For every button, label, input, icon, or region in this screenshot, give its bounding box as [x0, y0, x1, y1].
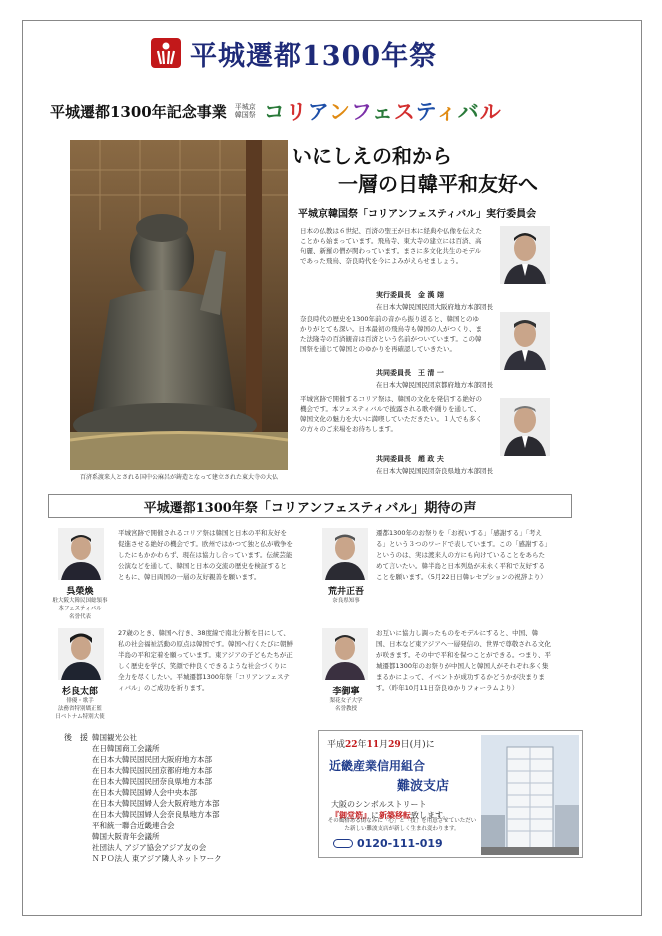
- buddha-statue-icon: [70, 140, 288, 470]
- logotype-char: コ: [263, 100, 286, 124]
- avatar: [58, 528, 104, 580]
- signature-org: 在日本大韓民国民団京都府地方本部団長: [376, 381, 493, 389]
- ad-date: 平成22年11月29日(月)に: [327, 740, 435, 750]
- main-title-text: 平城遷都1300年祭: [190, 40, 438, 72]
- voice-text: 27歳のとき、韓国へ行き、38度線で南北分断を目にして、私の社会福祉活動の原点は韓国です。韓国へ行くたびに朝鮮半島の平和定着を願っています。東アジアの子どもたちが正しく歴史を学び、笑顔で仲良くできるような社会づくりに全力を尽くしたい。平城遷都1300年祭「コリアンフェスティバル」のご成功を祈ります。: [118, 629, 293, 692]
- headline-line1: いにしえの和から: [292, 144, 452, 168]
- logotype-char: ス: [393, 100, 416, 124]
- voice-title: 奈良県知事: [332, 598, 360, 604]
- voice-name: 荒井正吾: [327, 587, 364, 597]
- voice-text: 平城宮跡で開催されるコリア祭は韓国と日本の平和友好を促進させる絶好の機会です。欧州ではかつて独と仏が戦争をしたにもかかわらず、現在は協力し合っています。伝統芸能公演などを通して、韓国と日本の交流の歴史を検証するとともに、韓日両国の一層の友好親善を願います。: [118, 529, 293, 581]
- avatar: [322, 528, 368, 580]
- message-cochair2-text: 平城宮跡で開催するコリア祭は、韓国の文化を発信する絶好の機会です。本フェスティバルで披露される歌や踊りを通して、韓国文化の魅力を大いに満喫していただきたい。１人でも多くの方々のご来場をお待ちします。: [300, 395, 482, 433]
- sponsor-list: [92, 732, 222, 864]
- list-item: ＮＰＯ法人 東アジア隣人ネットワーク: [92, 854, 222, 863]
- daibutsu-photo: [70, 140, 288, 470]
- voice-text: 遷都1300年のお祭りを「お祝いする」「感謝する」「考える」という３つのワードで表しています。この「感謝する」というのは、実は渡来人の方にも向けていることをあらためて言いたい。韓半島と日本列島が末永く平和で友好することを願います。（5月22日日韓レセプションの祝辞より）: [376, 529, 551, 581]
- photo-caption: 百済系渡来人とされる国中公麻呂が鋳造となって建立された東大寺の大仏: [79, 474, 278, 481]
- sub-title: 平城遷都1300年記念事業: [50, 102, 227, 121]
- logotype-char: ア: [307, 100, 329, 124]
- free-dial-icon: [333, 839, 353, 848]
- section-title: 平城遷都1300年祭「コリアンフェスティバル」期待の声: [48, 494, 572, 518]
- voice-title: 梨花女子大学 名誉教授: [329, 698, 363, 712]
- voice-text: お互いに協力し調ったものをモデルにすると、中国、韓国、日本など東アジアへ一層発信の、世界で尊敬される文化が咲きます。その中で平和を保つことができる。つまり、平城遷都1300年のお祭りが中国人と韓国人がそれぞれ多く集まるかによって、イベントが成功するかどうかが決まります。（昨年10月11日奈良ゆかりフォーラムより）: [376, 629, 551, 692]
- festival-logo-icon: [150, 37, 182, 69]
- logotype-char: バ: [457, 100, 480, 124]
- list-item: 在日本大韓民国民団京都府地方本部: [92, 766, 212, 775]
- logotype-char: フ: [350, 100, 372, 124]
- list-item: 韓国大阪青年会議所: [92, 832, 160, 841]
- small-org-label: 平城京 韓国祭: [234, 103, 256, 119]
- building-icon: [481, 735, 579, 855]
- avatar: [500, 312, 550, 370]
- logotype-char: ル: [479, 100, 502, 124]
- bank-building-photo: [481, 735, 579, 855]
- headline-line2: 一層の日韓平和友好へ: [338, 172, 538, 196]
- voice-title: 駐大阪大韓民国総領事 本フェスティバル 名誉代表: [52, 598, 108, 620]
- korean-festival-logotype: [264, 96, 502, 126]
- logotype-char: ン: [328, 100, 351, 124]
- logotype-char: リ: [285, 100, 308, 124]
- logotype-char: ェ: [371, 100, 394, 124]
- signature-org: 在日本大韓民国民団奈良県地方本部団長: [376, 467, 493, 475]
- list-item: 平和統一聯合近畿連合会: [92, 821, 175, 830]
- avatar: [322, 628, 368, 680]
- logotype-char: ィ: [435, 100, 458, 124]
- list-item: 在日韓国商工会議所: [92, 744, 160, 753]
- ad-note: その風格ある街なみに「心」と「技」を用意させていただいた新しい難波支店が新しく生まれ変わります。: [327, 818, 477, 832]
- list-item: 在日本大韓民国婦人会大阪府地方本部: [92, 799, 220, 808]
- signature-role: 共同委員長 趙 政 夫: [376, 454, 444, 463]
- ad-bank-name: 近畿産業信用組合: [329, 759, 426, 773]
- ad-branch-name: 難波支店: [397, 779, 450, 794]
- list-item: 韓国観光公社: [92, 733, 137, 742]
- sponsor-label: 後 援: [64, 733, 88, 742]
- avatar: [500, 398, 550, 456]
- ad-phone: 0120-111-019: [333, 837, 443, 850]
- list-item: 社団法人 アジア協会アジア友の会: [92, 843, 207, 852]
- signature-role: 共同委員長 王 清 一: [376, 368, 444, 377]
- ad-move-text: 大阪のシンボルストリート 『御堂筋』に新築移転致します。: [331, 800, 451, 820]
- logotype-char: テ: [415, 100, 436, 124]
- voice-name: 呉榮煥: [66, 587, 94, 597]
- voice-name: 李御寧: [332, 687, 360, 697]
- avatar: [500, 226, 550, 284]
- committee-name: 平城京韓国祭「コリアンフェスティバル」実行委員会: [298, 209, 537, 220]
- voice-name: 杉良太郎: [61, 687, 98, 697]
- list-item: 在日本大韓民国民団奈良県地方本部: [92, 777, 212, 786]
- voice-title: 俳優・歌手 法務省特別矯正監 日ベトナム特別大使: [55, 698, 105, 720]
- signature-org: 在日本大韓民国民団大阪府地方本部団長: [376, 303, 493, 311]
- list-item: 在日本大韓民国民団大阪府地方本部: [92, 755, 212, 764]
- avatar: [58, 628, 104, 680]
- sub-title-row: [50, 96, 610, 126]
- list-item: 在日本大韓民国婦人会中央本部: [92, 788, 197, 797]
- bank-advertisement: [318, 730, 583, 858]
- message-cochair-text: 奈良時代の歴史を1300年前の音から振り返ると、韓国とのゆかりがとても深い。日本最初の飛鳥寺も韓国の人がつくり、また法隆寺の百済観音は百済という名前がついています。この韓国祭を通じて韓国とのゆかりを再確認していきたい。: [300, 315, 482, 353]
- signature-role: 実行委員長 金 漢 翊: [376, 290, 444, 299]
- main-title: [150, 30, 480, 76]
- message-chair-text: 日本の仏教は６世紀、百済の聖王が日本に経典や仏像を伝えたことから始まっています。飛鳥寺、東大寺の建立には百済、高句麗、新羅の僧が関わっています。まさに多文化共生のモデルであった飛鳥、奈良時代を今によみがえらせましょう。: [300, 227, 482, 265]
- list-item: 在日本大韓民国婦人会奈良県地方本部: [92, 810, 220, 819]
